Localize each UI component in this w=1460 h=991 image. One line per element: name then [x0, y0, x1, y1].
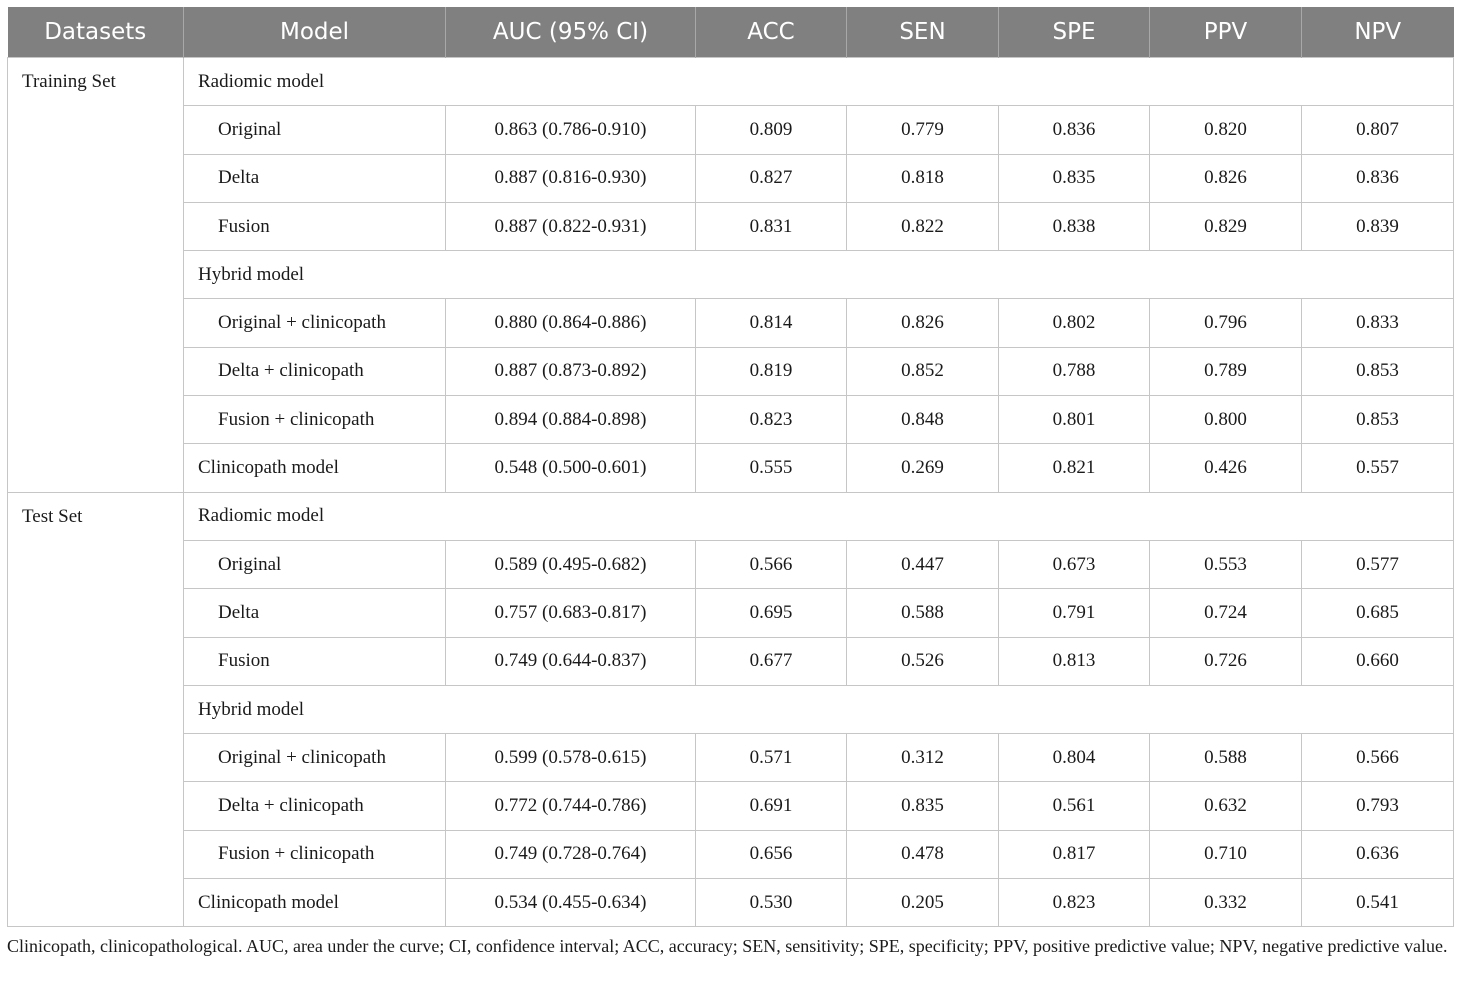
header-spe: SPE: [999, 7, 1150, 58]
group-row: [8, 58, 1454, 106]
table-row: [8, 347, 1454, 395]
npv-cell: 0.836: [1302, 154, 1454, 202]
npv-cell: 0.636: [1302, 830, 1454, 878]
header-auc: AUC (95% CI): [446, 7, 696, 58]
table-row: [8, 589, 1454, 637]
ppv-cell: 0.820: [1150, 106, 1302, 154]
npv-cell: 0.660: [1302, 637, 1454, 685]
spe-cell: 0.801: [999, 396, 1150, 444]
model-cell: Original: [184, 106, 446, 154]
acc-cell: 0.827: [696, 154, 847, 202]
table-row: [8, 106, 1454, 154]
auc-cell: 0.749 (0.644-0.837): [446, 637, 696, 685]
model-cell: Delta: [184, 154, 446, 202]
auc-cell: 0.887 (0.816-0.930): [446, 154, 696, 202]
auc-cell: 0.548 (0.500-0.601): [446, 444, 696, 492]
sen-cell: 0.779: [847, 106, 999, 154]
npv-cell: 0.853: [1302, 347, 1454, 395]
ppv-cell: 0.726: [1150, 637, 1302, 685]
sen-cell: 0.588: [847, 589, 999, 637]
sen-cell: 0.826: [847, 299, 999, 347]
acc-cell: 0.677: [696, 637, 847, 685]
spe-cell: 0.817: [999, 830, 1150, 878]
auc-cell: 0.757 (0.683-0.817): [446, 589, 696, 637]
spe-cell: 0.835: [999, 154, 1150, 202]
group-label: Radiomic model: [184, 492, 1454, 540]
acc-cell: 0.819: [696, 347, 847, 395]
auc-cell: 0.887 (0.873-0.892): [446, 347, 696, 395]
sen-cell: 0.205: [847, 879, 999, 927]
npv-cell: 0.793: [1302, 782, 1454, 830]
auc-cell: 0.887 (0.822-0.931): [446, 202, 696, 250]
acc-cell: 0.566: [696, 540, 847, 588]
model-cell: Original: [184, 540, 446, 588]
ppv-cell: 0.796: [1150, 299, 1302, 347]
ppv-cell: 0.724: [1150, 589, 1302, 637]
ppv-cell: 0.426: [1150, 444, 1302, 492]
table-row: [8, 734, 1454, 782]
model-cell: Clinicopath model: [184, 879, 446, 927]
spe-cell: 0.823: [999, 879, 1150, 927]
table-body: [8, 58, 1454, 927]
spe-cell: 0.821: [999, 444, 1150, 492]
auc-cell: 0.599 (0.578-0.615): [446, 734, 696, 782]
header-row: [8, 7, 1454, 58]
sen-cell: 0.852: [847, 347, 999, 395]
sen-cell: 0.478: [847, 830, 999, 878]
acc-cell: 0.691: [696, 782, 847, 830]
table-row: [8, 830, 1454, 878]
sen-cell: 0.848: [847, 396, 999, 444]
ppv-cell: 0.826: [1150, 154, 1302, 202]
dataset-label: Training Set: [8, 58, 184, 493]
sen-cell: 0.312: [847, 734, 999, 782]
ppv-cell: 0.789: [1150, 347, 1302, 395]
npv-cell: 0.541: [1302, 879, 1454, 927]
auc-cell: 0.772 (0.744-0.786): [446, 782, 696, 830]
spe-cell: 0.788: [999, 347, 1150, 395]
ppv-cell: 0.800: [1150, 396, 1302, 444]
acc-cell: 0.530: [696, 879, 847, 927]
sen-cell: 0.818: [847, 154, 999, 202]
table-row: [8, 202, 1454, 250]
header-npv: NPV: [1302, 7, 1454, 58]
acc-cell: 0.809: [696, 106, 847, 154]
table-row: [8, 154, 1454, 202]
model-cell: Fusion + clinicopath: [184, 396, 446, 444]
table-row: [8, 396, 1454, 444]
table-row: [8, 540, 1454, 588]
auc-cell: 0.863 (0.786-0.910): [446, 106, 696, 154]
sen-cell: 0.269: [847, 444, 999, 492]
group-label: Radiomic model: [184, 58, 1454, 106]
npv-cell: 0.566: [1302, 734, 1454, 782]
table-row: [8, 637, 1454, 685]
header-sen: SEN: [847, 7, 999, 58]
acc-cell: 0.695: [696, 589, 847, 637]
header-model: Model: [184, 7, 446, 58]
model-cell: Fusion: [184, 202, 446, 250]
model-cell: Fusion + clinicopath: [184, 830, 446, 878]
spe-cell: 0.836: [999, 106, 1150, 154]
npv-cell: 0.685: [1302, 589, 1454, 637]
npv-cell: 0.853: [1302, 396, 1454, 444]
group-label: Hybrid model: [184, 685, 1454, 733]
npv-cell: 0.557: [1302, 444, 1454, 492]
spe-cell: 0.802: [999, 299, 1150, 347]
spe-cell: 0.838: [999, 202, 1150, 250]
ppv-cell: 0.332: [1150, 879, 1302, 927]
dataset-label: Test Set: [8, 492, 184, 927]
spe-cell: 0.673: [999, 540, 1150, 588]
sen-cell: 0.835: [847, 782, 999, 830]
model-cell: Fusion: [184, 637, 446, 685]
group-row: [8, 685, 1454, 733]
spe-cell: 0.804: [999, 734, 1150, 782]
spe-cell: 0.791: [999, 589, 1150, 637]
acc-cell: 0.823: [696, 396, 847, 444]
spe-cell: 0.813: [999, 637, 1150, 685]
model-cell: Clinicopath model: [184, 444, 446, 492]
acc-cell: 0.571: [696, 734, 847, 782]
results-table: [7, 7, 1454, 927]
model-cell: Delta + clinicopath: [184, 782, 446, 830]
auc-cell: 0.894 (0.884-0.898): [446, 396, 696, 444]
auc-cell: 0.589 (0.495-0.682): [446, 540, 696, 588]
header-acc: ACC: [696, 7, 847, 58]
auc-cell: 0.534 (0.455-0.634): [446, 879, 696, 927]
table-row: [8, 444, 1454, 492]
spe-cell: 0.561: [999, 782, 1150, 830]
acc-cell: 0.656: [696, 830, 847, 878]
table-row: [8, 299, 1454, 347]
model-cell: Delta + clinicopath: [184, 347, 446, 395]
group-label: Hybrid model: [184, 251, 1454, 299]
ppv-cell: 0.588: [1150, 734, 1302, 782]
table-footnote: Clinicopath, clinicopathological. AUC, area under the curve; CI, confidence interval; ACC, accuracy; SEN, sensitivity; SPE, specificity; PPV, positive predictive value; NPV, negative predictive value.: [7, 936, 1448, 956]
acc-cell: 0.555: [696, 444, 847, 492]
sen-cell: 0.447: [847, 540, 999, 588]
table-row: [8, 879, 1454, 927]
npv-cell: 0.839: [1302, 202, 1454, 250]
model-cell: Original + clinicopath: [184, 299, 446, 347]
npv-cell: 0.577: [1302, 540, 1454, 588]
npv-cell: 0.833: [1302, 299, 1454, 347]
npv-cell: 0.807: [1302, 106, 1454, 154]
model-cell: Delta: [184, 589, 446, 637]
sen-cell: 0.822: [847, 202, 999, 250]
ppv-cell: 0.553: [1150, 540, 1302, 588]
auc-cell: 0.880 (0.864-0.886): [446, 299, 696, 347]
auc-cell: 0.749 (0.728-0.764): [446, 830, 696, 878]
header-datasets: Datasets: [8, 7, 184, 58]
ppv-cell: 0.632: [1150, 782, 1302, 830]
group-row: [8, 251, 1454, 299]
sen-cell: 0.526: [847, 637, 999, 685]
header-ppv: PPV: [1150, 7, 1302, 58]
acc-cell: 0.814: [696, 299, 847, 347]
model-cell: Original + clinicopath: [184, 734, 446, 782]
ppv-cell: 0.829: [1150, 202, 1302, 250]
group-row: [8, 492, 1454, 540]
acc-cell: 0.831: [696, 202, 847, 250]
table-row: [8, 782, 1454, 830]
ppv-cell: 0.710: [1150, 830, 1302, 878]
